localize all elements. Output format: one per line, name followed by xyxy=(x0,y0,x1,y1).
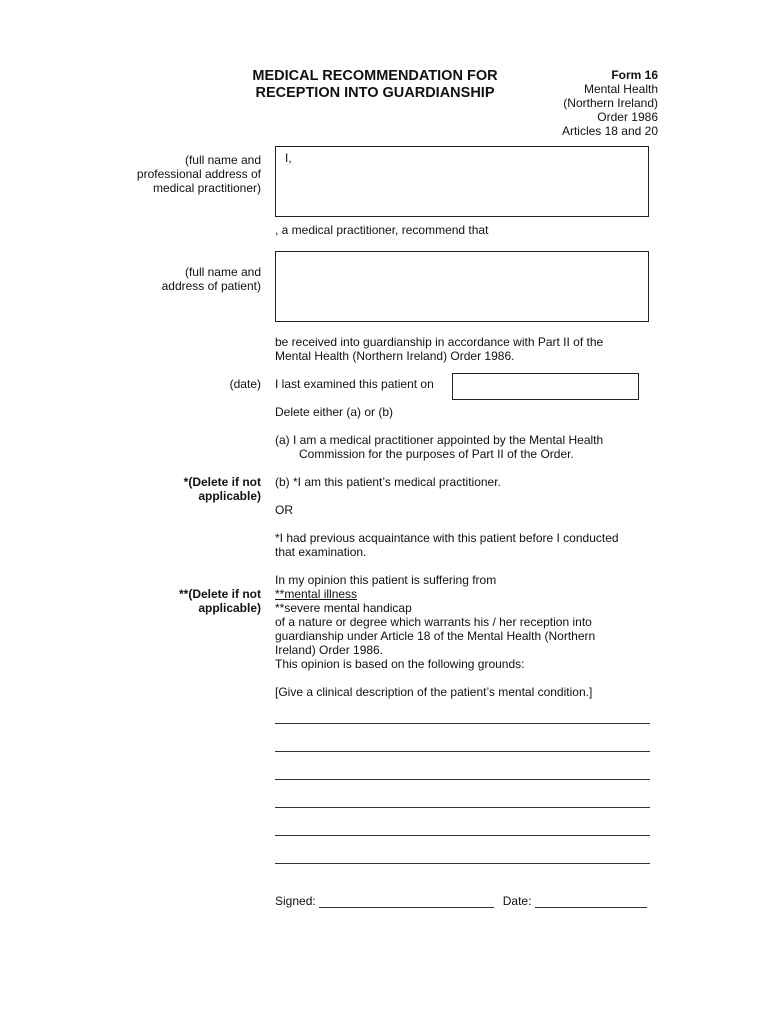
form-ref-line-3: Order 1986 xyxy=(597,110,658,124)
delete-if-not-applicable-note-2 xyxy=(100,587,261,615)
practitioner-side-label xyxy=(100,153,261,195)
guardianship-statement-line-2: Mental Health (Northern Ireland) Order 1986. xyxy=(275,349,515,363)
form-ref-line-1: Mental Health xyxy=(583,82,658,96)
option-b-text: (b) *I am this patient’s medical practitioner. xyxy=(275,475,501,489)
practitioner-side-label-line-1: (full name and xyxy=(184,153,261,167)
opinion-statement xyxy=(275,573,655,671)
option-a-text xyxy=(275,433,655,461)
patient-name-address-field[interactable] xyxy=(275,251,649,322)
practitioner-recommend-text: , a medical practitioner, recommend that xyxy=(275,223,489,237)
signature-date-field[interactable] xyxy=(535,895,647,908)
signed-label: Signed: xyxy=(275,894,316,908)
delete-note-2-line-1: **(Delete if not xyxy=(178,587,261,601)
practitioner-field-prefix: I, xyxy=(285,151,292,165)
form-title xyxy=(200,68,550,102)
form-title-line-1: MEDICAL RECOMMENDATION FOR xyxy=(252,68,498,84)
exam-date-field[interactable] xyxy=(452,373,639,400)
form-ref-line-4: Articles 18 and 20 xyxy=(561,124,658,138)
opinion-line-1: In my opinion this patient is suffering from xyxy=(275,573,497,587)
patient-side-label-line-1: (full name and xyxy=(184,265,261,279)
patient-side-label xyxy=(100,265,261,293)
exam-date-label: I last examined this patient on xyxy=(275,377,434,391)
opinion-line-5: guardianship under Article 18 of the Mental Health (Northern xyxy=(275,629,596,643)
opinion-line-7: This opinion is based on the following grounds: xyxy=(275,657,525,671)
form-ref-line-2: (Northern Ireland) xyxy=(563,96,658,110)
opinion-severe-mental-handicap-option: **severe mental handicap xyxy=(275,601,412,615)
opinion-mental-illness-option: **mental illness xyxy=(275,587,358,601)
acquaintance-line-2: that examination. xyxy=(275,545,367,559)
clinical-description-line[interactable] xyxy=(275,751,650,752)
clinical-description-line[interactable] xyxy=(275,723,650,724)
option-a-line-1: (a) I am a medical practitioner appointed by the Mental Health xyxy=(275,433,604,447)
exam-date-value xyxy=(453,374,638,378)
signature-row xyxy=(275,894,655,908)
opinion-line-4: of a nature or degree which warrants his / her reception into xyxy=(275,615,592,629)
option-a-line-2: Commission for the purposes of Part II of the Order. xyxy=(299,447,574,461)
delete-note-2-line-2: applicable) xyxy=(198,601,261,615)
opinion-line-6: Ireland) Order 1986. xyxy=(275,643,384,657)
practitioner-side-label-line-2: professional address of xyxy=(136,167,261,181)
clinical-description-line[interactable] xyxy=(275,807,650,808)
date-side-label: (date) xyxy=(229,377,261,391)
practitioner-name-address-field[interactable] xyxy=(275,146,649,217)
delete-note-1-line-2: applicable) xyxy=(198,489,261,503)
patient-side-label-line-2: address of patient) xyxy=(161,279,261,293)
signature-field[interactable] xyxy=(319,895,494,908)
guardianship-statement-line-1: be received into guardianship in accordance with Part II of the xyxy=(275,335,604,349)
clinical-description-line[interactable] xyxy=(275,835,650,836)
form-title-line-2: RECEPTION INTO GUARDIANSHIP xyxy=(255,85,495,101)
clinical-description-instruction: [Give a clinical description of the patient’s mental condition.] xyxy=(275,685,593,699)
form-reference xyxy=(520,68,658,138)
or-text: OR xyxy=(275,503,293,517)
patient-field-value xyxy=(276,252,648,256)
delete-note-1-line-1: *(Delete if not xyxy=(183,475,261,489)
delete-if-not-applicable-note xyxy=(100,475,261,503)
acquaintance-statement xyxy=(275,531,655,559)
form-number: Form 16 xyxy=(611,68,658,82)
clinical-description-line[interactable] xyxy=(275,863,650,864)
date-label: Date: xyxy=(502,894,532,908)
delete-either-instruction: Delete either (a) or (b) xyxy=(275,405,394,419)
guardianship-statement xyxy=(275,335,655,363)
practitioner-side-label-line-3: medical practitioner) xyxy=(152,181,261,195)
acquaintance-line-1: *I had previous acquaintance with this patient before I conducted xyxy=(275,531,619,545)
clinical-description-line[interactable] xyxy=(275,779,650,780)
